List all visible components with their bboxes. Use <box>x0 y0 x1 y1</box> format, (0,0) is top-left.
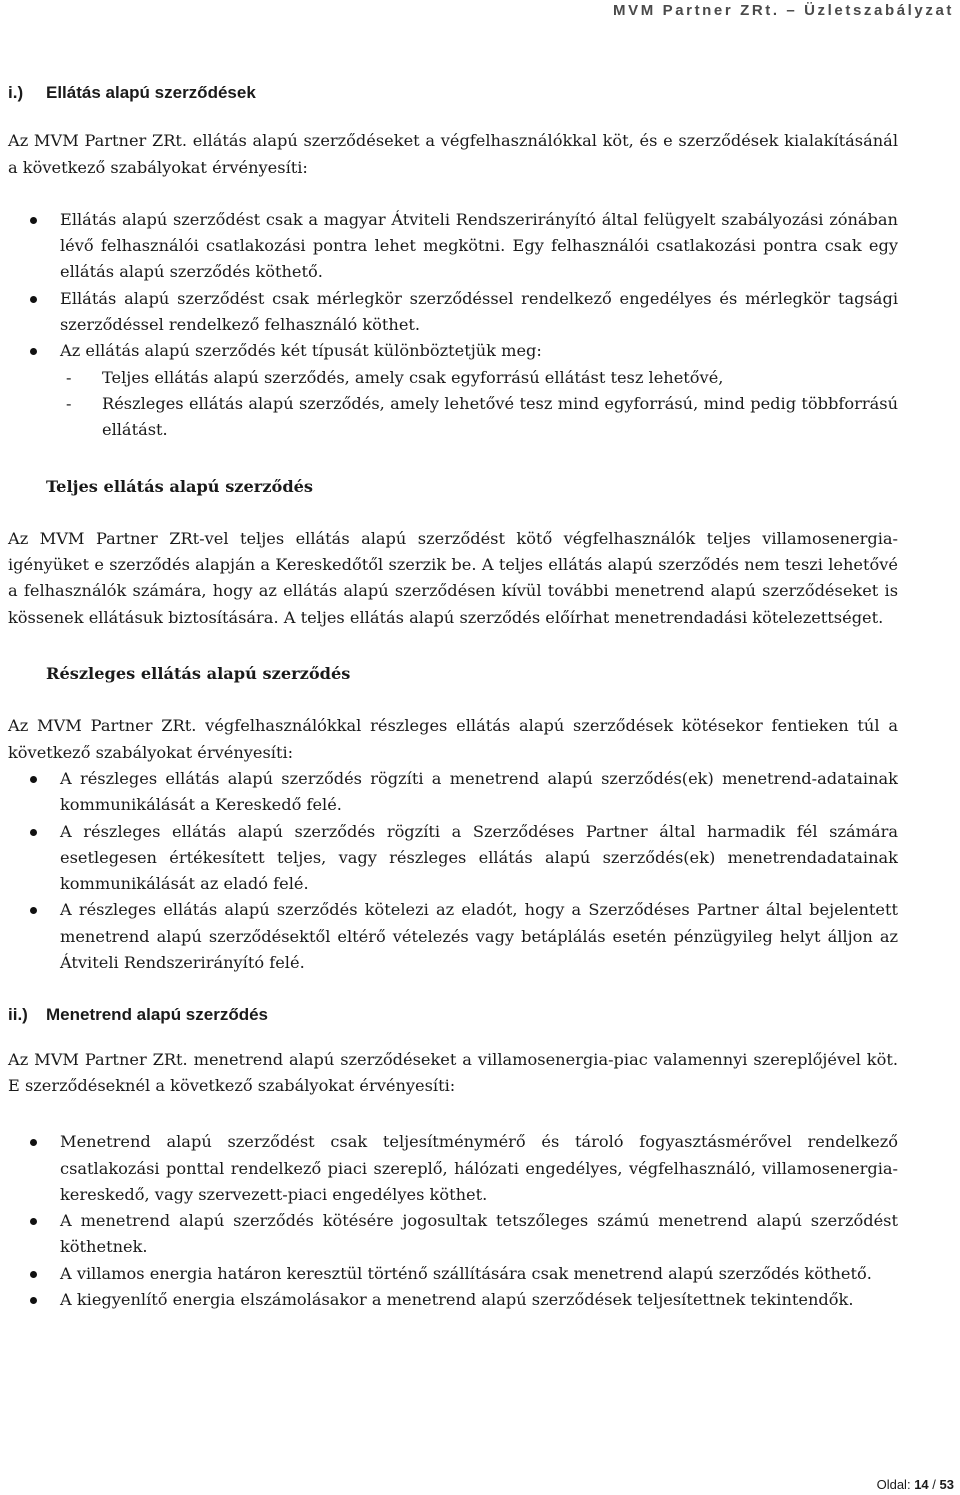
bullet-item <box>8 338 898 443</box>
page-number-footer <box>877 1477 954 1492</box>
total-pages: 53 <box>939 1477 954 1492</box>
dash-item: - Teljes ellátás alapú szerződés, amely csak egyforrású ellátást tesz lehetővé, <box>60 365 898 391</box>
section-i-bullet-list <box>8 207 898 444</box>
teljes-paragraph: Az MVM Partner ZRt-vel teljes ellátás alapú szerződést kötő végfelhasználók teljes villamosenergia-igényüket e szerződés alapján a Kereskedőtől szerzik be. A teljes ellátás alapú szerződés nem teszi lehetővé a felhasználók számára, hogy az ellátás alapú szerződésen kívül további menetrend alapú szerződéseket is kössenek ellátásuk biztosítására. A teljes ellátás alapú szerződés előírhat menetrendadási kötelezettséget. <box>8 528 898 627</box>
bullet-item: Ellátás alapú szerződést csak mérlegkör szerződéssel rendelkező engedélyes és mérlegkör tagsági szerződéssel rendelkező felhasználó köthet. <box>8 286 898 339</box>
spacer <box>8 444 898 474</box>
section-i-intro: Az MVM Partner ZRt. ellátás alapú szerződéseket a végfelhasználókkal köt, és e szerződések kialakításánál a következő szabályokat érvényesíti: <box>8 131 898 177</box>
spacer <box>8 181 898 207</box>
reszleges-heading: Részleges ellátás alapú szerződés <box>46 664 351 684</box>
spacer <box>8 500 898 526</box>
bullet-item: Ellátás alapú szerződést csak a magyar Átviteli Rendszerirányító által felügyelt szabályozási zónában lévő felhasználói csatlakozási pontra lehet megkötni. Egy felhasználói csatlakozási pontra csak egy ellátás alapú szerződés köthető. <box>8 207 898 286</box>
section-title: Ellátás alapú szerződések <box>46 83 256 102</box>
spacer <box>8 1099 898 1129</box>
teljes-heading: Teljes ellátás alapú szerződés <box>46 476 314 496</box>
section-title: Menetrend alapú szerződés <box>46 1005 269 1025</box>
reszleges-intro: Az MVM Partner ZRt. végfelhasználókkal részleges ellátás alapú szerződések kötésekor fentieken túl a következő szabályokat érvényesíti: <box>8 716 898 762</box>
section-ii-bullet-list <box>8 1129 898 1313</box>
spacer <box>8 687 898 713</box>
dash-item: - Részleges ellátás alapú szerződés, amely lehetővé tesz mind egyforrású, mind pedig többforrású ellátást. <box>60 391 898 444</box>
spacer <box>8 976 898 1002</box>
bullet-item: A részleges ellátás alapú szerződés rögzíti a menetrend alapú szerződés(ek) menetrend-adatainak kommunikálását a Kereskedő felé. <box>8 766 898 819</box>
running-header: MVM Partner ZRt. – Üzletszabályzat <box>613 2 954 19</box>
reszleges-bullet-list <box>8 766 898 976</box>
bullet-item: A villamos energia határon keresztül történő szállítására csak menetrend alapú szerződés köthető. <box>8 1261 898 1287</box>
page-label: Oldal: <box>876 1477 911 1492</box>
section-number: i.) <box>8 83 24 102</box>
bullet-item: A részleges ellátás alapú szerződés rögzíti a Szerződéses Partner által harmadik fél számára esetlegesen értékesített teljes, vagy részleges ellátás alapú szerződés(ek) menetrendadatainak kommunikálását az eladó felé. <box>8 819 898 898</box>
dash-list <box>8 365 898 444</box>
section-ii-intro: Az MVM Partner ZRt. menetrend alapú szerződéseket a villamosenergia-piac valamennyi szereplőjével köt. E szerződéseknél a következő szabályokat érvényesíti: <box>8 1049 898 1095</box>
section-i-heading <box>8 80 898 106</box>
current-page: 14 <box>914 1477 929 1492</box>
document-body <box>8 70 898 1313</box>
section-ii-heading <box>8 1002 898 1028</box>
bullet-text: Az ellátás alapú szerződés két típusát különböztetjük meg: <box>60 341 542 361</box>
bullet-item: Menetrend alapú szerződést csak teljesítménymérő és tároló fogyasztásmérővel rendelkező csatlakozási ponttal rendelkező piaci szereplő, hálózati engedélyes, végfelhasználó, villamosenergia-kereskedő, vagy szervezett-piaci engedélyes köthet. <box>8 1129 898 1208</box>
spacer <box>8 631 898 661</box>
bullet-item: A részleges ellátás alapú szerződés kötelezi az eladót, hogy a Szerződéses Partner által bejelentett menetrend alapú szerződésektől eltérő vételezés vagy betáplálás esetén pénzügyileg helyt álljon az Átviteli Rendszerirányító felé. <box>8 897 898 976</box>
bullet-item: A kiegyenlítő energia elszámolásakor a menetrend alapú szerződések teljesítettnek tekintendők. <box>8 1287 898 1313</box>
section-number: ii.) <box>8 1005 28 1025</box>
page-separator: / <box>932 1477 936 1492</box>
bullet-item: A menetrend alapú szerződés kötésére jogosultak tetszőleges számú menetrend alapú szerződést köthetnek. <box>8 1208 898 1261</box>
